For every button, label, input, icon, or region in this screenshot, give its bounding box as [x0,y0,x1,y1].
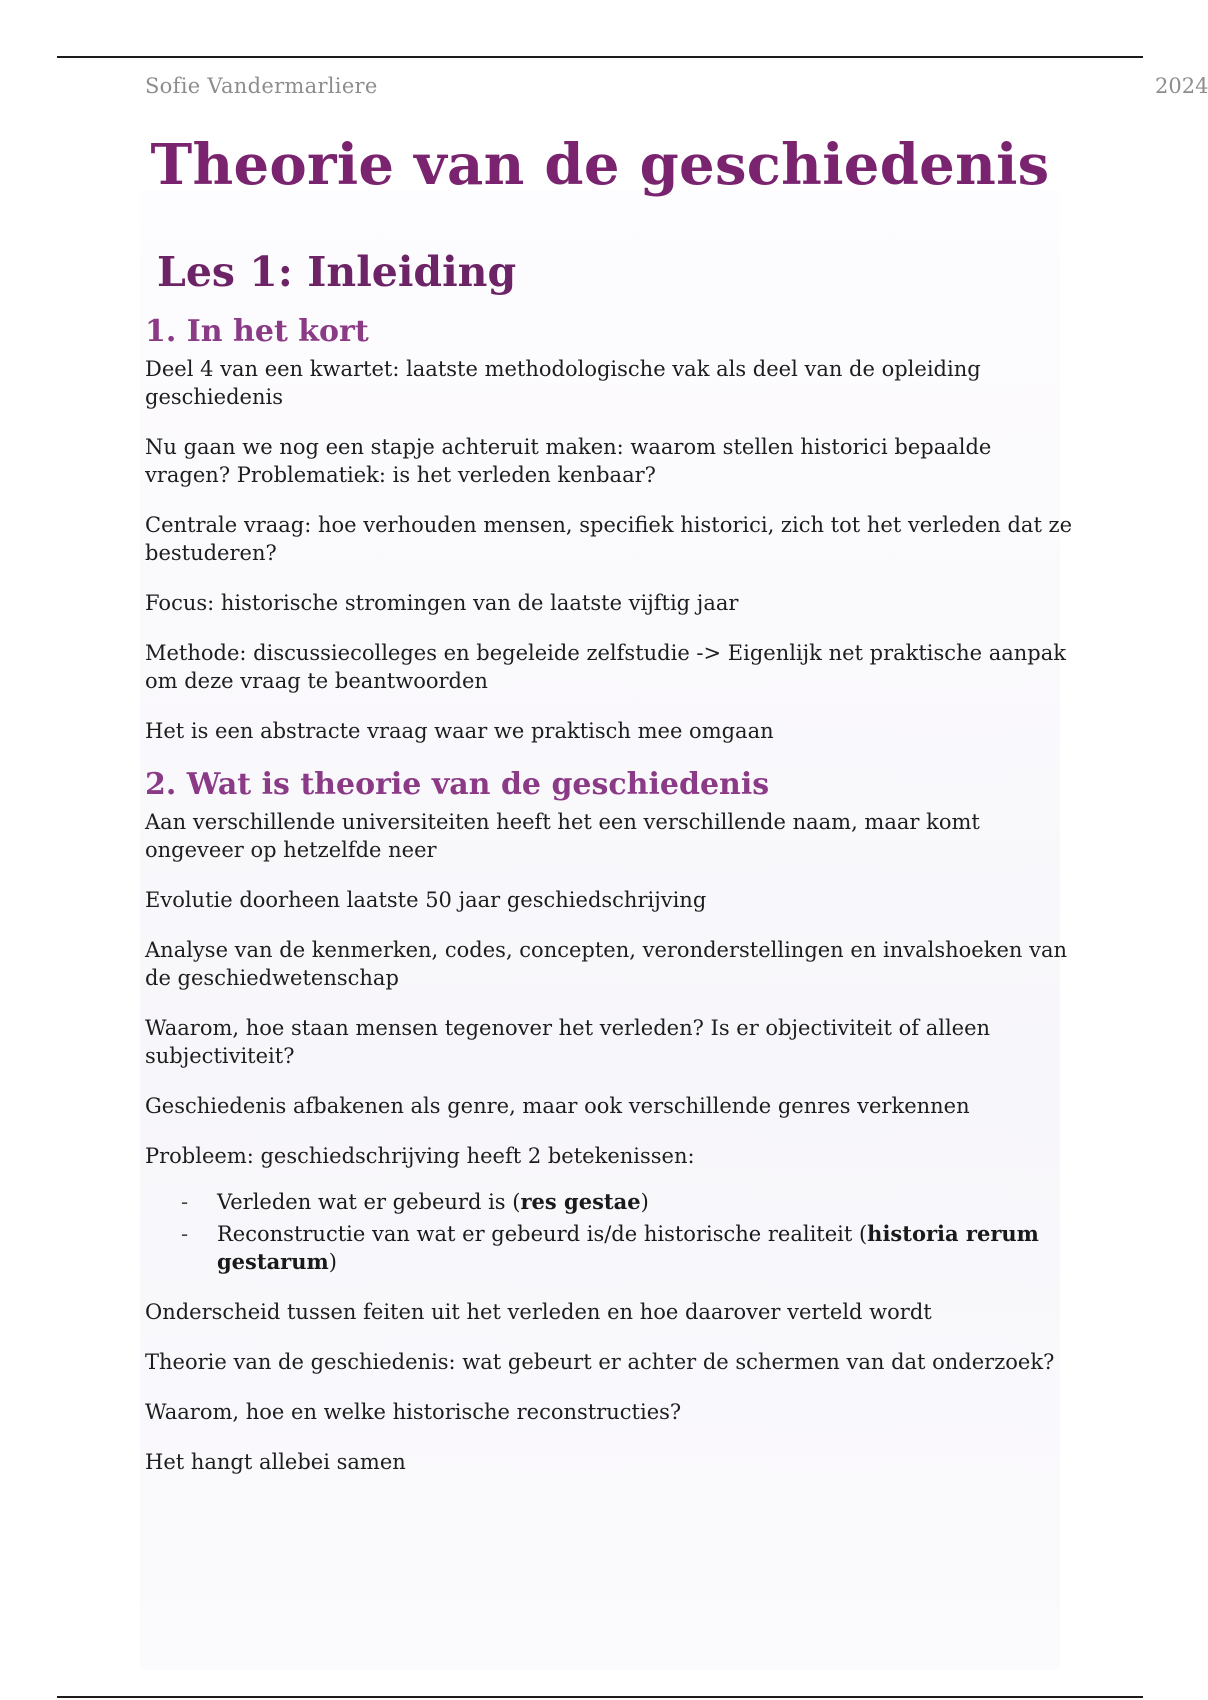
paragraph: Aan verschillende universiteiten heeft het een verschillende naam, maar komt ongeveer op hetzelfde neer [145,810,980,862]
header-author: Sofie Vandermarliere [145,74,378,98]
list-item [181,1220,1075,1276]
bullet-list [145,1188,1075,1276]
header-year: 2024 [1155,74,1208,98]
paragraph: Focus: historische stromingen van de laatste vijftig jaar [145,591,739,615]
list-item-text: Verleden wat er gebeurd is ( [217,1190,521,1214]
list-item [181,1188,1075,1216]
header-rule [57,56,1143,58]
list-item-text: Reconstructie van wat er gebeurd is/de historische realiteit ( [217,1222,868,1246]
paragraph: Waarom, hoe en welke historische reconstructies? [145,1400,682,1424]
dash-bullet: - [181,1190,189,1214]
section-in-het-kort [145,314,1075,745]
document-title: Theorie van de geschiedenis [150,132,1050,198]
paragraph: Geschiedenis afbakenen als genre, maar ook verschillende genres verkennen [145,1094,970,1118]
paragraph: Methode: discussiecolleges en begeleide zelfstudie -> Eigenlijk net praktische aanpak om deze vraag te beantwoorden [145,641,1066,693]
lesson-title: Les 1: Inleiding [157,248,517,296]
dash-bullet: - [181,1222,189,1246]
paragraph: Probleem: geschiedschrijving heeft 2 betekenissen: [145,1144,695,1168]
paragraph: Deel 4 van een kwartet: laatste methodologische vak als deel van de opleiding geschiedenis [145,357,981,409]
section-heading: 2. Wat is theorie van de geschiedenis [145,767,770,802]
paragraph: Onderscheid tussen feiten uit het verleden en hoe daarover verteld wordt [145,1300,932,1324]
document-body [145,248,1075,1498]
list-item-closing: ) [640,1190,649,1214]
list-item-closing: ) [328,1250,337,1274]
footer-rule [57,1696,1143,1698]
list-item-bold-term: res gestae [520,1189,641,1214]
paragraph: Evolutie doorheen laatste 50 jaar geschiedschrijving [145,888,707,912]
paragraph: Analyse van de kenmerken, codes, concepten, veronderstellingen en invalshoeken van de geschiedwetenschap [145,938,1067,990]
paragraph: Waarom, hoe staan mensen tegenover het verleden? Is er objectiviteit of alleen subjectiviteit? [145,1016,991,1068]
section-wat-is-theorie [145,767,1075,1476]
paragraph: Theorie van de geschiedenis: wat gebeurt er achter de schermen van dat onderzoek? [145,1350,1055,1374]
paragraph: Het is een abstracte vraag waar we praktisch mee omgaan [145,719,774,743]
section-heading: 1. In het kort [145,314,369,349]
paragraph: Centrale vraag: hoe verhouden mensen, specifiek historici, zich tot het verleden dat ze bestuderen? [145,513,1073,565]
paragraph: Het hangt allebei samen [145,1450,406,1474]
paragraph: Nu gaan we nog een stapje achteruit maken: waarom stellen historici bepaalde vragen? Problematiek: is het verleden kenbaar? [145,435,992,487]
list-item-bold-term: historia rerum gestarum [217,1221,1039,1274]
